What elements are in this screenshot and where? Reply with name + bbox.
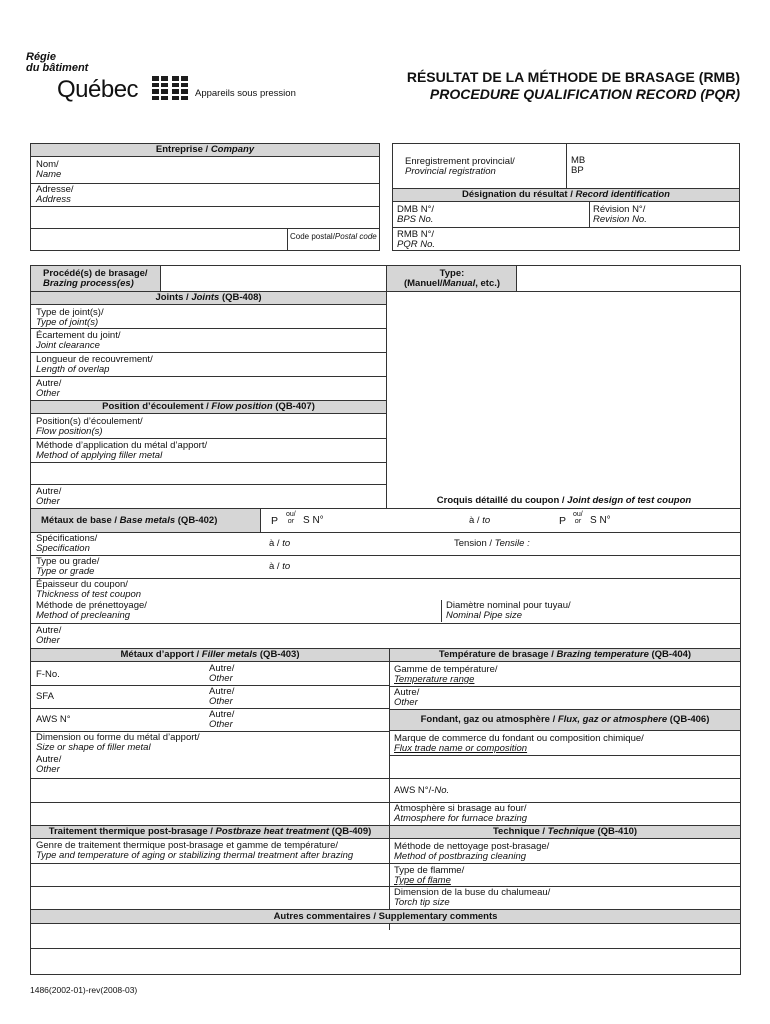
f-no-label: F-No. xyxy=(36,669,60,680)
spec-label: Spécifications/ Specification xyxy=(36,533,98,554)
logo xyxy=(24,52,304,107)
title-fr: RÉSULTAT DE LA MÉTHODE DE BRASAGE (RMB) xyxy=(406,69,740,85)
type-label: Type: (Manuel/Manual, etc.) xyxy=(403,268,501,289)
type-field[interactable] xyxy=(519,267,739,289)
technique-header: Technique / Technique (QB-410) xyxy=(390,826,740,839)
registration-section xyxy=(392,143,740,251)
process-field[interactable] xyxy=(163,267,383,289)
p-no-label: P xyxy=(271,515,279,527)
heat-treatment-label: Genre de traitement thermique post-brasage et gamme de température/ Type and temperature of aging or stabilizing thermal treatment after brazing xyxy=(36,840,354,861)
flux-aws-label: AWS N°/-No. xyxy=(394,785,450,796)
dmb-label: DMB N°/ BPS No. xyxy=(397,204,435,225)
filler-method-label: Méthode d’application du métal d’apport/ Method of applying filler metal xyxy=(36,440,208,461)
joint-design-caption: Croquis détaillé du coupon / Joint design of test coupon xyxy=(436,495,692,506)
logo-word: Québec xyxy=(57,76,139,103)
joint-design-sketch-area[interactable] xyxy=(388,293,739,507)
fleur-de-lis-icon xyxy=(152,76,168,87)
flow-position-label: Position(s) d’écoulement/ Flow position(s) xyxy=(36,416,143,437)
flux-trade-label: Marque de commerce du fondant ou composition chimique/ Flux trade name or composition xyxy=(394,733,644,754)
fleur-de-lis-icon xyxy=(172,89,188,100)
address-field-2[interactable] xyxy=(33,207,376,227)
fleur-de-lis-icon xyxy=(152,89,168,100)
flow-other-label: Autre/ Other xyxy=(36,486,62,507)
comments-field[interactable] xyxy=(33,926,738,972)
name-label: Nom/ Name xyxy=(36,159,62,180)
main-form xyxy=(30,265,741,975)
heat-treatment-header: Traitement thermique post-brasage / Postbraze heat treatment (QB-409) xyxy=(31,826,389,839)
brazing-temperature-header: Température de brasage / Brazing temperature (QB-404) xyxy=(390,649,740,662)
postbraze-cleaning-label: Méthode de nettoyage post-brasage/ Method of postbrazing cleaning xyxy=(394,841,550,862)
logo-line2: du bâtiment xyxy=(26,62,89,74)
title-en: PROCEDURE QUALIFICATION RECORD (PQR) xyxy=(429,86,740,102)
thickness-label: Épaisseur du coupon/ Thickness of test coupon xyxy=(36,579,142,600)
aws-other-label: Autre/ Other xyxy=(209,709,235,730)
address-field[interactable] xyxy=(121,184,376,205)
s-no-label: S N° xyxy=(303,515,324,526)
filler-other-label: Autre/ Other xyxy=(36,754,62,775)
joints-header: Joints / Joints (QB-408) xyxy=(31,292,386,305)
p-or-label-2: ou/ or xyxy=(573,511,583,525)
company-section xyxy=(30,143,380,251)
overlap-label: Longueur de recouvrement/ Length of overlap xyxy=(36,354,153,375)
logo-line1: Régie xyxy=(26,51,56,63)
base-other-label: Autre/ Other xyxy=(36,625,62,646)
logo-unit: Appareils sous pression xyxy=(195,88,296,99)
comments-header: Autres commentaires / Supplementary comments xyxy=(31,910,740,924)
pipe-size-label: Diamètre nominal pour tuyau/ Nominal Pipe size xyxy=(446,600,571,621)
f-no-other-label: Autre/ Other xyxy=(209,663,235,684)
grade-label: Type ou grade/ Type or grade xyxy=(36,556,100,577)
p-or-label: ou/ or xyxy=(286,511,296,525)
temp-other-label: Autre/ Other xyxy=(394,687,420,708)
revision-label: Révision N°/ Revision No. xyxy=(593,204,647,225)
joint-type-label: Type de joint(s)/ Type of joint(s) xyxy=(36,307,104,328)
grade-to-label: à / to xyxy=(269,561,291,572)
sfa-other-label: Autre/ Other xyxy=(209,686,235,707)
aws-label: AWS N° xyxy=(36,714,71,725)
flame-type-label: Type de flamme/ Type of flame xyxy=(394,865,465,886)
postal-code-label: Code postal/Postal code xyxy=(290,232,377,241)
filler-size-label: Dimension ou forme du métal d’apport/ Size or shape of filler metal xyxy=(36,732,200,753)
flux-header: Fondant, gaz ou atmosphère / Flux, gaz or atmosphere (QB-406) xyxy=(390,710,740,731)
p-no-label-2: P xyxy=(559,515,567,527)
furnace-atmosphere-label: Atmosphère si brasage au four/ Atmosphere for furnace brazing xyxy=(394,803,528,824)
spec-to-label: à / to xyxy=(269,538,291,549)
rmb-label: RMB N°/ PQR No. xyxy=(397,229,436,250)
record-identification-header: Désignation du résultat / Record identification xyxy=(393,188,739,202)
form-code: 1486(2002-01)-rev(2008-03) xyxy=(30,985,138,995)
s-no-label-2: S N° xyxy=(590,515,611,526)
company-header: Entreprise / Company xyxy=(31,144,379,157)
torch-tip-label: Dimension de la buse du chalumeau/ Torch tip size xyxy=(394,887,551,908)
address-field-3[interactable] xyxy=(33,229,285,249)
joint-clearance-label: Écartement du joint/ Joint clearance xyxy=(36,330,121,351)
bp-label: BP xyxy=(571,165,584,176)
joints-other-label: Autre/ Other xyxy=(36,378,62,399)
address-label: Adresse/ Address xyxy=(36,184,74,205)
filler-metals-header: Métaux d’apport / Filler metals (QB-403) xyxy=(31,649,389,662)
process-label: Procédé(s) de brasage/ Brazing process(es) xyxy=(43,268,148,289)
flow-header: Position d’écoulement / Flow position (QB-407) xyxy=(31,400,386,414)
mb-label: MB xyxy=(571,155,586,166)
fleur-de-lis-icon xyxy=(172,76,188,87)
to-label: à / to xyxy=(469,515,491,526)
registration-label: Enregistrement provincial/ Provincial registration xyxy=(405,156,515,177)
tensile-label: Tension / Tensile : xyxy=(454,538,530,549)
preclean-label: Méthode de prénettoyage/ Method of precleaning xyxy=(36,600,147,621)
base-metals-header: Métaux de base / Base metals (QB-402) xyxy=(41,515,218,526)
name-field[interactable] xyxy=(121,158,376,181)
sfa-label: SFA xyxy=(36,691,54,702)
temp-range-label: Gamme de température/ Temperature range xyxy=(394,664,498,685)
